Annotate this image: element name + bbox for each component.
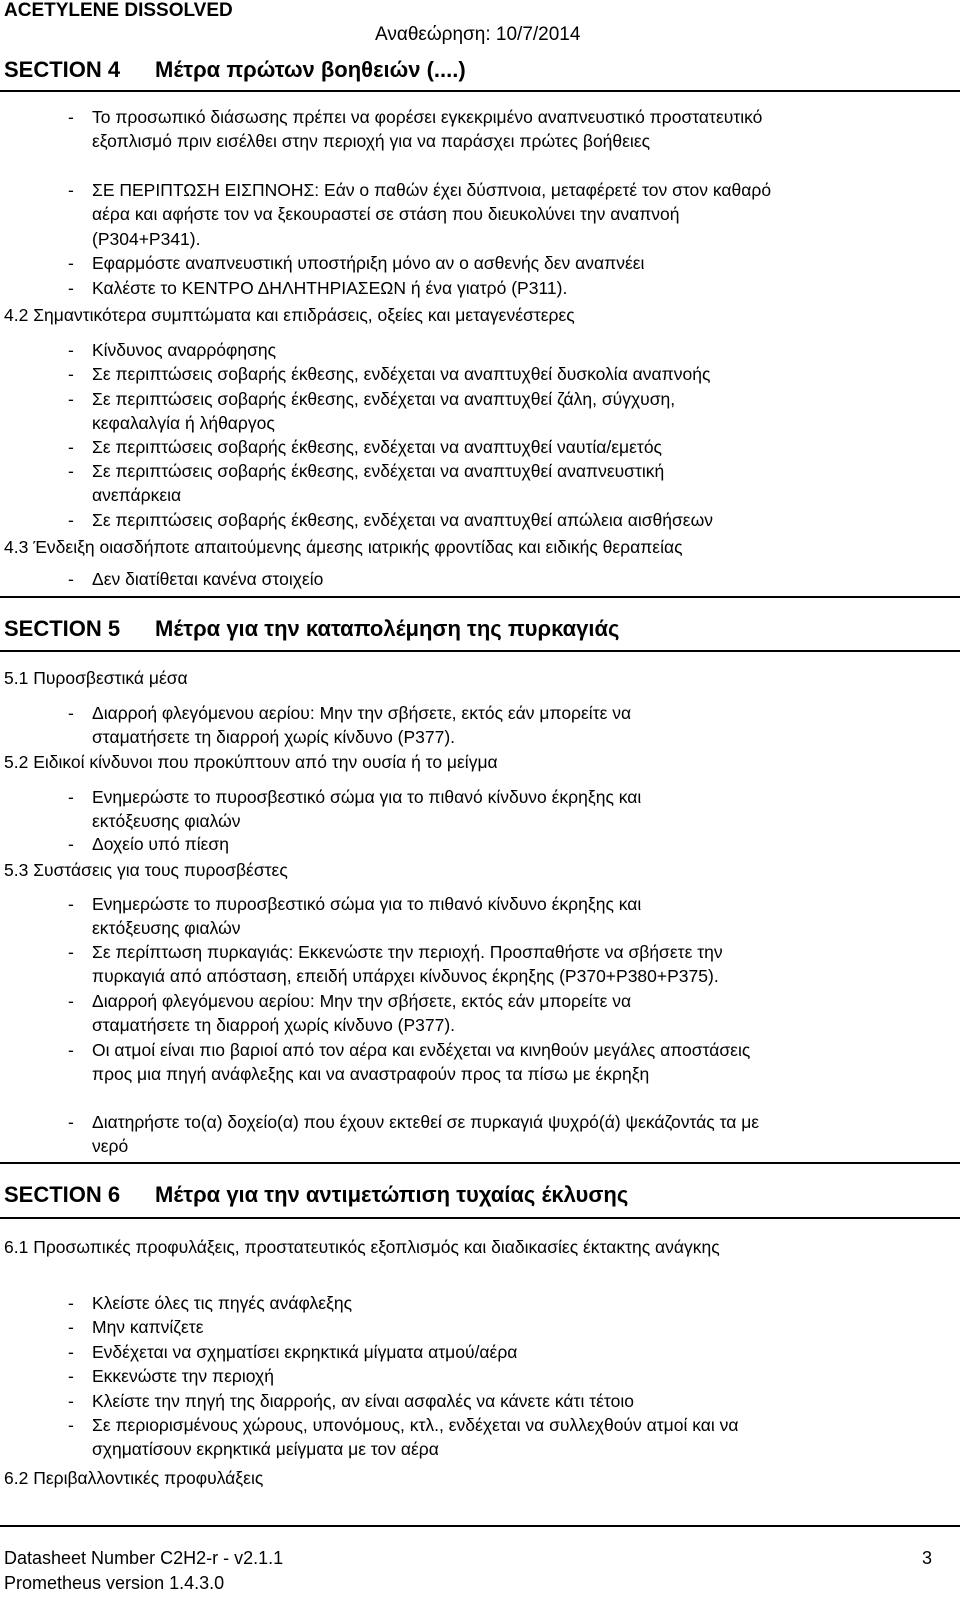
bullet-dash: - xyxy=(68,703,74,723)
bullet-dash: - xyxy=(68,1391,74,1411)
subsection-4-2-heading: 4.2 Σημαντικότερα συμπτώματα και επιδράσεις, οξείες και μεταγενέστερες xyxy=(4,305,575,325)
prometheus-version: Prometheus version 1.4.3.0 xyxy=(4,1573,225,1593)
list-item-text: Διαρροή φλεγόμενου αερίου: Μην την σβήσετε, εκτός εάν μπορείτε να xyxy=(92,991,632,1011)
bullet-dash: - xyxy=(68,180,74,200)
list-item-text: Κλείστε όλες τις πηγές ανάφλεξης xyxy=(92,1293,353,1313)
bullet-dash: - xyxy=(68,1317,74,1337)
section-5-number: SECTION 5 xyxy=(4,616,121,641)
datasheet-number: Datasheet Number C2H2-r - v2.1.1 xyxy=(4,1548,284,1568)
bullet-dash: - xyxy=(68,389,74,409)
list-item-text: Ενημερώστε το πυροσβεστικό σώμα για το πιθανό κίνδυνο έκρηξης και xyxy=(92,894,642,914)
list-item-text: εξοπλισμό πριν εισέλθει στην περιοχή για να παράσχει πρώτες βοήθειες xyxy=(92,131,651,151)
section-5-rule-bottom xyxy=(0,650,960,652)
list-item-text: εκτόξευσης φιαλών xyxy=(92,811,241,831)
subsection-5-2-heading: 5.2 Ειδικοί κίνδυνοι που προκύπτουν από την ουσία ή το μείγμα xyxy=(4,752,498,772)
list-item-text: σταματήσετε τη διαρροή χωρίς κίνδυνο (P377). xyxy=(92,1015,456,1035)
bullet-dash: - xyxy=(68,1366,74,1386)
section-6-title: Μέτρα για την αντιμετώπιση τυχαίας έκλυσης xyxy=(155,1182,629,1207)
section-6-rule-bottom xyxy=(0,1217,960,1219)
list-item-text: Σε περιπτώσεις σοβαρής έκθεσης, ενδέχεται να αναπτυχθεί αναπνευστική xyxy=(92,461,665,481)
bullet-dash: - xyxy=(68,278,74,298)
footer-rule xyxy=(0,1525,960,1527)
list-item-text: Κίνδυνος αναρρόφησης xyxy=(92,340,277,360)
list-item-text: Ενημερώστε το πυροσβεστικό σώμα για το πιθανό κίνδυνο έκρηξης και xyxy=(92,787,642,807)
list-item-text: πυρκαγιά από απόσταση, επειδή υπάρχει κίνδυνος έκρηξης (P370+P380+P375). xyxy=(92,966,719,986)
subsection-6-2-heading: 6.2 Περιβαλλοντικές προφυλάξεις xyxy=(4,1468,264,1488)
bullet-dash: - xyxy=(68,510,74,530)
page-number: 3 xyxy=(922,1548,933,1568)
bullet-dash: - xyxy=(68,364,74,384)
list-item-text: ανεπάρκεια xyxy=(92,485,182,505)
bullet-dash: - xyxy=(68,461,74,481)
subsection-4-3-heading: 4.3 Ένδειξη οιασδήποτε απαιτούμενης άμεσης ιατρικής φροντίδας και ειδικής θεραπείας xyxy=(4,537,683,557)
section-6-number: SECTION 6 xyxy=(4,1182,121,1207)
section-4-number: SECTION 4 xyxy=(4,57,121,82)
list-item-text: Σε περιπτώσεις σοβαρής έκθεσης, ενδέχεται να αναπτυχθεί ναυτία/εμετός xyxy=(92,437,662,457)
list-item-text: Το προσωπικό διάσωσης πρέπει να φορέσει εγκεκριμένο αναπνευστικό προστατευτικό xyxy=(92,107,763,127)
product-name: ACETYLENE DISSOLVED xyxy=(4,0,233,21)
section-6-rule xyxy=(0,1162,960,1164)
section-5-rule xyxy=(0,596,960,598)
bullet-dash: - xyxy=(68,1342,74,1362)
list-item-text: εκτόξευσης φιαλών xyxy=(92,918,241,938)
list-item-text: Σε περιπτώσεις σοβαρής έκθεσης, ενδέχεται να αναπτυχθεί δυσκολία αναπνοής xyxy=(92,364,711,384)
section-4-title: Μέτρα πρώτων βοηθειών (....) xyxy=(155,57,466,82)
list-item-text: σχηματίσουν εκρηκτικά μείγματα με τον αέρα xyxy=(92,1439,439,1459)
bullet-dash: - xyxy=(68,834,74,854)
list-item-text: Κλείστε την πηγή της διαρροής, αν είναι ασφαλές να κάνετε κάτι τέτοιο xyxy=(92,1391,634,1411)
section-5-title: Μέτρα για την καταπολέμηση της πυρκαγιάς xyxy=(155,616,620,641)
list-item-text: (P304+P341). xyxy=(92,229,201,249)
list-item-text: Διατηρήστε το(α) δοχείο(α) που έχουν εκτεθεί σε πυρκαγιά ψυχρό(ά) ψεκάζοντάς τα με xyxy=(92,1112,760,1132)
list-item-text: ΣΕ ΠΕΡΙΠΤΩΣΗ ΕΙΣΠΝΟΗΣ: Εάν ο παθών έχει δύσπνοια, μεταφέρετέ τον στον καθαρό xyxy=(92,180,772,200)
list-item-text: Σε περίπτωση πυρκαγιάς: Εκκενώστε την περιοχή. Προσπαθήστε να σβήσετε την xyxy=(92,942,723,962)
list-item-text: νερό xyxy=(92,1136,129,1156)
bullet-dash: - xyxy=(68,107,74,127)
list-item-text: προς μια πηγή ανάφλεξης και να αναστραφούν προς τα πίσω με έκρηξη xyxy=(92,1064,650,1084)
bullet-dash: - xyxy=(68,253,74,273)
bullet-dash: - xyxy=(68,1112,74,1132)
list-item-text: σταματήσετε τη διαρροή χωρίς κίνδυνο (P377). xyxy=(92,727,456,747)
bullet-dash: - xyxy=(68,942,74,962)
list-item-text: Εκκενώστε την περιοχή xyxy=(92,1366,274,1386)
list-item-text: Σε περιορισμένους χώρους, υπονόμους, κτλ., ενδέχεται να συλλεχθούν ατμοί και να xyxy=(92,1415,739,1435)
subsection-5-3-heading: 5.3 Συστάσεις για τους πυροσβέστες xyxy=(4,860,288,880)
bullet-dash: - xyxy=(68,1040,74,1060)
bullet-dash: - xyxy=(68,569,74,589)
list-item-text: Καλέστε το ΚΕΝΤΡΟ ΔΗΛΗΤΗΡΙΑΣΕΩΝ ή ένα γιατρό (P311). xyxy=(92,278,568,298)
list-item-text: Ενδέχεται να σχηματίσει εκρηκτικά μίγματα ατμού/αέρα xyxy=(92,1342,518,1362)
bullet-dash: - xyxy=(68,340,74,360)
bullet-dash: - xyxy=(68,787,74,807)
subsection-5-1-heading: 5.1 Πυροσβεστικά μέσα xyxy=(4,668,188,688)
list-item-text: Σε περιπτώσεις σοβαρής έκθεσης, ενδέχεται να αναπτυχθεί ζάλη, σύγχυση, xyxy=(92,389,676,409)
list-item-text: Σε περιπτώσεις σοβαρής έκθεσης, ενδέχεται να αναπτυχθεί απώλεια αισθήσεων xyxy=(92,510,713,530)
list-item-text: κεφαλαλγία ή λήθαργος xyxy=(92,413,275,433)
list-item-text: Δοχείο υπό πίεση xyxy=(92,834,229,854)
subsection-6-1-heading: 6.1 Προσωπικές προφυλάξεις, προστατευτικός εξοπλισμός και διαδικασίες έκτακτης ανάγκης xyxy=(4,1237,720,1257)
list-item-text: Οι ατμοί είναι πιο βαριοί από τον αέρα και ενδέχεται να κινηθούν μεγάλες αποστάσεις xyxy=(92,1040,751,1060)
bullet-dash: - xyxy=(68,1293,74,1313)
list-item-text: Μην καπνίζετε xyxy=(92,1317,204,1337)
revision-date: Αναθεώρηση: 10/7/2014 xyxy=(375,24,581,45)
list-item-text: Εφαρμόστε αναπνευστική υποστήριξη μόνο αν ο ασθενής δεν αναπνέει xyxy=(92,253,645,273)
bullet-dash: - xyxy=(68,991,74,1011)
list-item-text: Δεν διατίθεται κανένα στοιχείο xyxy=(92,569,324,589)
bullet-dash: - xyxy=(68,1415,74,1435)
list-item-text: αέρα και αφήστε τον να ξεκουραστεί σε στάση που διευκολύνει την αναπνοή xyxy=(92,204,680,224)
section-4-rule xyxy=(0,90,960,92)
bullet-dash: - xyxy=(68,894,74,914)
bullet-dash: - xyxy=(68,437,74,457)
list-item-text: Διαρροή φλεγόμενου αερίου: Μην την σβήσετε, εκτός εάν μπορείτε να xyxy=(92,703,632,723)
